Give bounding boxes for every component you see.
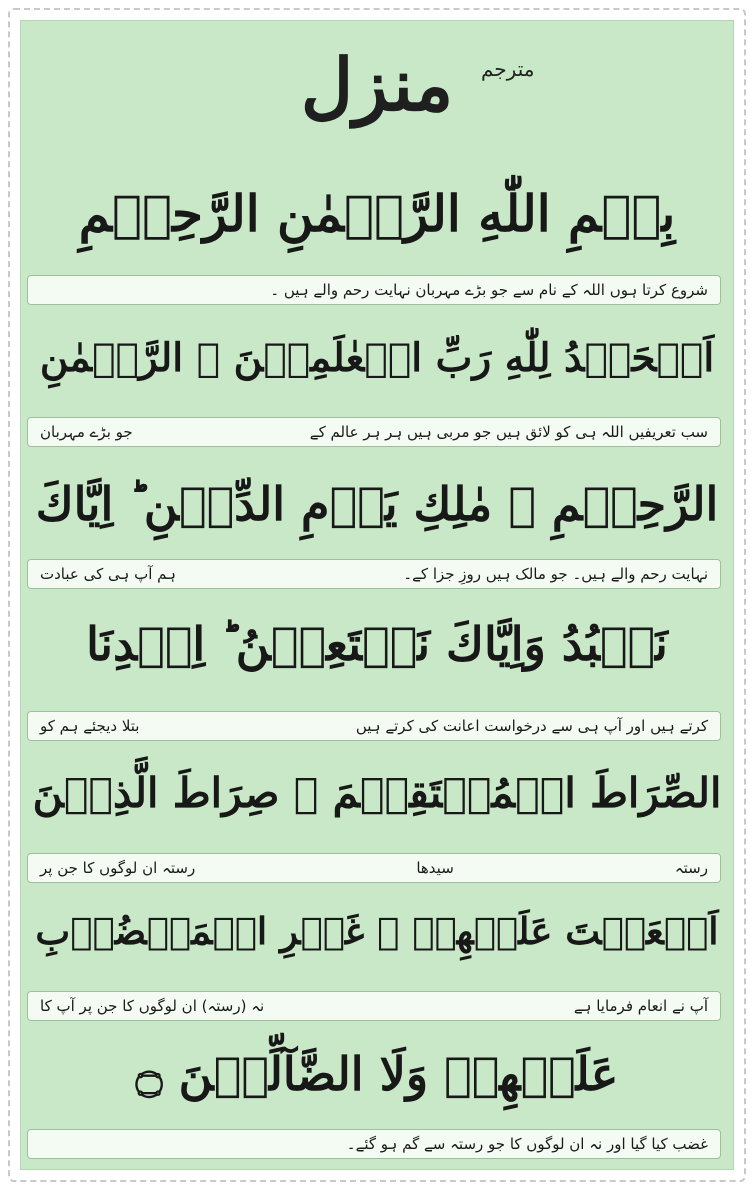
verse-3-arabic: الرَّحِيۡمِ ۙ مٰلِكِ يَوۡمِ الدِّيۡنِ ؕ اِيَّاكَ [35,477,719,531]
verse-4-translation [27,711,721,741]
verse-3-translation [27,559,721,589]
verse-2-translation-text-a: سب تعریفیں اللہ ہی کو لائق ہیں جو مربی ہیں ہر ہر عالم کے [309,423,708,441]
verse-3-translation-text-b: ہم آپ ہی کی عبادت [40,565,176,583]
verse-2-arabic: اَلۡحَمۡدُ لِلّٰهِ رَبِّ الۡعٰلَمِيۡنَ ۙ الرَّحۡمٰنِ [39,335,715,381]
verse-5-arabic: الصِّرَاطَ الۡمُسۡتَقِيۡمَ ۙ صِرَاطَ الَّذِيۡنَ [32,769,722,817]
verse-1-translation-text: شروع کرتا ہوں اللہ کے نام سے جو بڑے مہربان نہایت رحم والے ہیں ۔ [270,281,708,299]
verse-5-translation-text-a: رستہ [674,859,708,877]
page-title: منزل [300,42,454,127]
verse-7-translation [27,1129,721,1159]
verse-3-translation-text-a: نہایت رحم والے ہیں۔ جو مالک ہیں روزِ جزا کے۔ [403,565,708,583]
manzil-page [20,20,734,1170]
verse-6-translation [27,991,721,1021]
verse-4-translation-text-a: کرتے ہیں اور آپ ہی سے درخواست اعانت کی کرتے ہیں [355,717,708,735]
verse-6-arabic: اَنۡعَمۡتَ عَلَيۡهِمۡ ۙ غَيۡرِ الۡمَغۡضُوۡبِ [35,909,719,953]
verse-1-translation [27,275,721,305]
page-subtitle: مترجم [481,57,535,81]
verse-5-translation-text-c: رستہ ان لوگوں کا جن پر [39,859,196,877]
verse-7-arabic: عَلَيۡهِمۡ وَلَا الضَّآلِّيۡنَ ۝ [135,1047,619,1101]
verse-2-translation [27,417,721,447]
verse-5-translation-text-b: سیدھا [416,859,454,877]
verse-1-arabic: بِسۡمِ اللّٰهِ الرَّحۡمٰنِ الرَّحِيۡمِ [78,184,676,243]
verse-4-arabic: نَعۡبُدُ وَاِيَّاكَ نَسۡتَعِيۡنُ ؕ اِهۡدِنَا [86,617,668,671]
verse-4-translation-text-b: بتلا دیجئے ہم کو [40,717,140,735]
verse-7-translation-text: غضب کیا گیا اور نہ ان لوگوں کا جو رستہ سے گم ہو گئے۔ [346,1135,708,1153]
verse-6-translation-text-a: آپ نے انعام فرمایا ہے [573,997,708,1015]
verse-5-translation [27,853,721,883]
page-header [21,41,733,161]
verse-2-translation-text-b: جو بڑے مہربان [40,423,133,441]
verse-6-translation-text-b: نہ (رستہ) ان لوگوں کا جن پر آپ کا [40,997,265,1015]
